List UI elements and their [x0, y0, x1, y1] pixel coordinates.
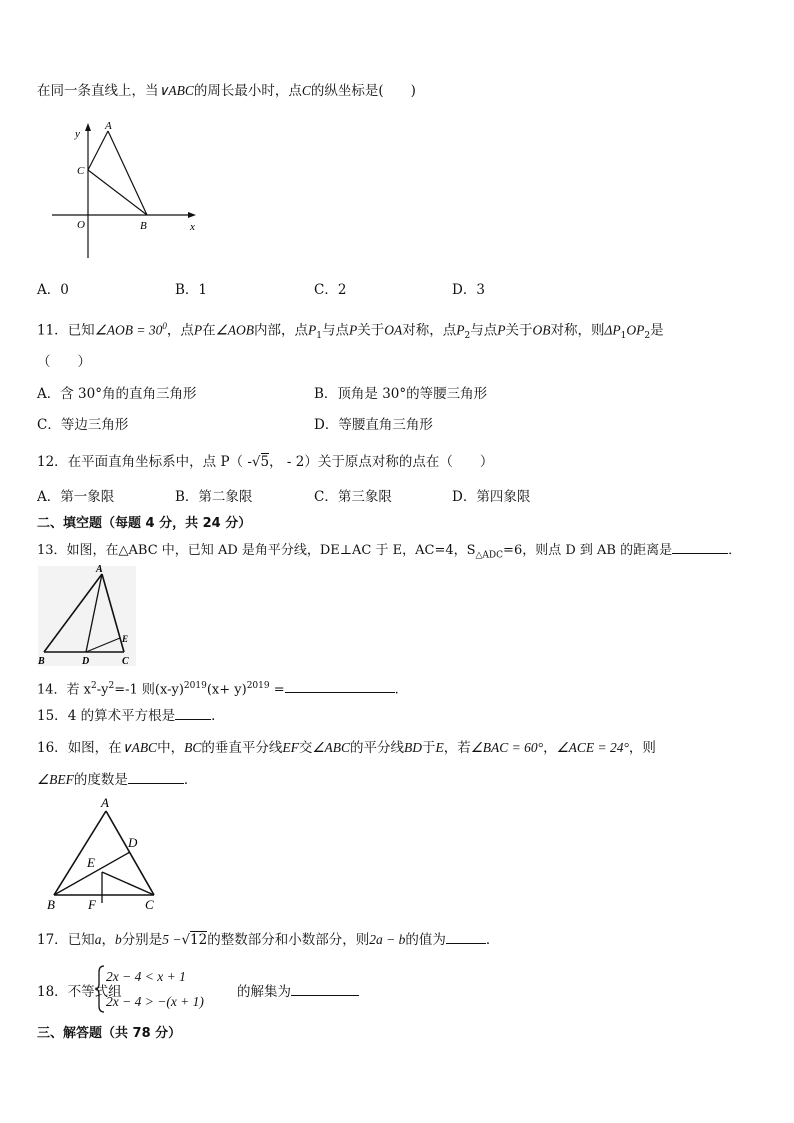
- q18-inequality-1: 2x − 4 < x + 1: [106, 969, 186, 984]
- q10-text-c: 的纵坐标是( ): [310, 83, 416, 99]
- option-letter: B．: [314, 386, 338, 402]
- section3-heading: 三、解答题（共 78 分）: [37, 1026, 182, 1041]
- q11-point-p: P: [193, 322, 203, 338]
- option-letter: D．: [452, 489, 477, 505]
- q17-text: 的整数部分和小数部分，则: [207, 932, 370, 948]
- q13-sub: △ADC: [475, 550, 504, 561]
- label-b: B: [38, 656, 45, 667]
- q17-var-a: a: [94, 932, 102, 947]
- q16-figure: [44, 795, 170, 913]
- q11-degree: 0: [162, 321, 167, 331]
- q14-sup: 2: [91, 681, 97, 691]
- q11-line-ob: OB: [532, 322, 551, 338]
- segment-cb: [88, 170, 147, 215]
- q16-text: 于: [421, 740, 436, 756]
- side-ab: [44, 574, 102, 652]
- label-d: D: [82, 656, 90, 667]
- label-c: C: [145, 897, 154, 912]
- q16-point-e: E: [435, 740, 444, 755]
- option-letter: D．: [314, 417, 339, 433]
- q10-figure: [48, 118, 208, 263]
- q15-text: 4 的算术平方根是: [67, 708, 176, 724]
- q18-tail: [237, 983, 359, 1001]
- q11-text: 是: [650, 322, 664, 339]
- q17-stem: [37, 931, 499, 949]
- q10-option-b[interactable]: [175, 281, 207, 299]
- label-o: O: [77, 219, 85, 231]
- q11-text: 对称，点: [402, 322, 457, 339]
- q16-angle-bac: ∠BAC = 60°: [470, 740, 544, 755]
- q11-paren: （ ）: [37, 354, 91, 370]
- label-a: A: [96, 564, 103, 575]
- q12-radicand: 5: [260, 454, 270, 470]
- q10-option-c[interactable]: [314, 281, 346, 299]
- q18-text: 不等式组: [67, 984, 122, 1000]
- q16-text: ，若: [443, 740, 471, 756]
- q11-option-a[interactable]: [37, 385, 196, 403]
- label-e: E: [87, 855, 95, 870]
- q16-text: 的平分线: [349, 740, 404, 756]
- segment-de: [86, 638, 120, 652]
- q17-var-b: b: [114, 932, 122, 947]
- q13-text: =6，则点 D 到 AB 的距离是: [503, 543, 673, 558]
- brace-icon: [94, 964, 106, 1014]
- option-text: 含 30°角的直角三角形: [60, 386, 197, 402]
- q16-text: 如图，在: [67, 740, 122, 756]
- option-text: 第四象限: [476, 489, 531, 505]
- option-text: 顶角是 30°的等腰三角形: [337, 386, 488, 402]
- q11-triangle: OP: [626, 322, 645, 338]
- q16-number: 16．: [37, 740, 68, 756]
- q11-text: 关于: [357, 322, 385, 339]
- q16-stem-line2: [37, 771, 197, 789]
- label-b: B: [140, 220, 147, 232]
- q10-point-c: C: [301, 83, 311, 98]
- q10-option-a[interactable]: [37, 281, 69, 299]
- q16-text: ，: [543, 740, 557, 756]
- option-letter: B．: [175, 282, 199, 298]
- option-letter: A．: [37, 282, 61, 298]
- q16-text: 的垂直平分线: [201, 740, 283, 756]
- q14-text: =: [269, 682, 285, 698]
- q11-angle: ∠AOB = 30: [94, 322, 163, 338]
- q14-end: .: [394, 682, 399, 698]
- label-a: A: [101, 795, 109, 810]
- q10-text-a: 在同一条直线上，当: [37, 83, 159, 99]
- label-y: y: [75, 128, 80, 140]
- option-text: 2: [337, 282, 347, 298]
- option-letter: A．: [37, 489, 61, 505]
- label-b: B: [47, 897, 55, 912]
- label-x: x: [190, 221, 195, 233]
- option-text: 等边三角形: [60, 417, 129, 433]
- q17-expr: 2a − b: [369, 932, 406, 947]
- option-text: 等腰直角三角形: [338, 417, 433, 433]
- q15-end: ．: [211, 708, 225, 724]
- q16-text: ，则: [628, 740, 656, 756]
- q16-segment-ef: EF: [282, 740, 299, 755]
- q11-number: 11．: [37, 322, 68, 339]
- q11-point-p1: P: [308, 322, 317, 338]
- q11-text: 关于: [505, 322, 533, 339]
- segment-ac: [88, 131, 108, 170]
- q15-answer-blank[interactable]: [175, 707, 211, 720]
- q16-triangle: ∨ABC: [121, 740, 158, 755]
- q12-text: ， - 2）关于原点对称的点在（ ）: [269, 454, 494, 470]
- q16-text: 中，: [157, 740, 185, 756]
- q11-point-p2: P: [456, 322, 465, 338]
- q12-number: 12．: [37, 454, 68, 470]
- q16-stem: [37, 739, 656, 757]
- q11-triangle: ΔP: [604, 322, 621, 338]
- q11-sub: 1: [620, 331, 627, 342]
- q16-answer-blank[interactable]: [128, 771, 184, 784]
- q14-stem: [37, 677, 399, 699]
- q11-text: 对称，则: [550, 322, 605, 339]
- label-c: C: [122, 656, 129, 667]
- q16-text: 交: [298, 740, 313, 756]
- q11-text: 与点: [470, 322, 498, 339]
- q18-text: 的解集为: [237, 984, 291, 1000]
- option-text: 0: [60, 282, 69, 298]
- sqrt-icon: √: [251, 454, 261, 470]
- q12-option-b[interactable]: [175, 488, 252, 506]
- x-axis-arrow-icon: [188, 212, 196, 218]
- q13-stem: [37, 541, 741, 565]
- label-c: C: [77, 165, 85, 177]
- q11-sub: 2: [464, 331, 471, 342]
- option-letter: C．: [314, 489, 338, 505]
- q10-stem: [37, 82, 416, 100]
- sqrt-icon: √: [181, 932, 191, 948]
- q11-option-c[interactable]: [37, 416, 128, 434]
- q16-segment-bc: BC: [184, 740, 202, 755]
- q18-number: 18．: [37, 984, 68, 1000]
- q15-stem: [37, 707, 225, 725]
- q16-end: ．: [183, 772, 198, 788]
- q11-text: ，点: [166, 322, 194, 339]
- q11-sub: 1: [316, 331, 322, 342]
- q11-angle2: ∠AOB: [215, 322, 255, 338]
- q17-text: 已知: [67, 932, 95, 948]
- q14-answer-blank[interactable]: [285, 680, 395, 693]
- q13-figure: [36, 562, 140, 668]
- q12-option-d[interactable]: [452, 488, 530, 506]
- q13-answer-blank[interactable]: [672, 541, 728, 554]
- q17-text: ，: [101, 932, 115, 948]
- q18-answer-blank[interactable]: [291, 983, 359, 996]
- q13-end: ．: [728, 543, 742, 558]
- q11-text: 与点: [322, 322, 349, 339]
- q16-segment-bd: BD: [403, 740, 422, 755]
- q14-text: =-1 则(x-y): [114, 682, 184, 698]
- q16-angle-ace: ∠ACE = 24°: [556, 740, 629, 755]
- q14-sup: 2019: [183, 681, 207, 691]
- option-text: 第二象限: [198, 489, 253, 505]
- q11-stem: [37, 317, 664, 345]
- q17-radicand: 12: [190, 932, 208, 948]
- q11-point-p: P: [349, 322, 358, 338]
- q17-text: 分别是: [121, 932, 163, 948]
- q16-angle-bef: ∠BEF: [37, 772, 74, 787]
- q11-text: 在: [202, 322, 216, 339]
- q13-number: 13．: [37, 543, 67, 558]
- q14-sup: 2: [108, 681, 115, 691]
- q14-sup: 2019: [246, 681, 270, 691]
- q14-text: -y: [96, 682, 109, 698]
- q16-text: 的度数是: [73, 772, 128, 788]
- q10-triangle: ∨ABC: [158, 83, 194, 98]
- q12-text: 在平面直角坐标系中，点 P（ -: [67, 454, 252, 470]
- q18-inequality-2: 2x − 4 > −(x + 1): [106, 994, 204, 1009]
- option-letter: C．: [314, 282, 338, 298]
- side-ab: [54, 811, 106, 895]
- q17-text: 的值为: [405, 932, 446, 948]
- option-text: 3: [476, 282, 485, 298]
- option-letter: B．: [175, 489, 199, 505]
- q14-text: 若 x: [66, 682, 92, 698]
- option-text: 第三象限: [337, 489, 392, 505]
- side-ac: [106, 811, 154, 895]
- q14-text: (x+ y): [206, 682, 247, 698]
- q13-text: 如图，在△ABC 中，已知 AD 是角平分线，DE⊥AC 于 E，AC=4，S: [66, 543, 476, 558]
- q10-option-d[interactable]: [452, 281, 485, 299]
- q11-text: 内部，点: [254, 322, 309, 339]
- segment-ce: [102, 872, 154, 895]
- q11-text: 已知: [67, 322, 95, 339]
- q12-option-a[interactable]: [37, 488, 114, 506]
- label-e: E: [122, 634, 129, 644]
- q16-angle-abc: ∠ABC: [312, 740, 350, 755]
- q14-number: 14．: [37, 682, 67, 698]
- q12-stem: [37, 453, 493, 471]
- y-axis-arrow-icon: [85, 123, 91, 131]
- q11-sub: 2: [644, 331, 651, 342]
- q17-expr-five: 5 −: [162, 932, 182, 947]
- q11-option-b[interactable]: [314, 385, 487, 403]
- option-text: 第一象限: [60, 489, 115, 505]
- option-letter: D．: [452, 282, 477, 298]
- option-text: 1: [198, 282, 208, 298]
- option-letter: A．: [37, 386, 61, 402]
- q11-option-d[interactable]: [314, 416, 433, 434]
- q12-option-c[interactable]: [314, 488, 392, 506]
- q17-answer-blank[interactable]: [446, 931, 486, 944]
- option-letter: C．: [37, 417, 61, 433]
- label-f: F: [88, 897, 96, 912]
- segment-ab: [108, 131, 147, 215]
- q15-number: 15．: [37, 708, 68, 724]
- q10-text-b: 的周长最小时，点: [193, 83, 302, 99]
- q11-point-p: P: [497, 322, 506, 338]
- q17-end: ．: [485, 932, 500, 948]
- label-a: A: [105, 120, 112, 132]
- q17-number: 17．: [37, 932, 68, 948]
- q11-line-oa: OA: [384, 322, 403, 338]
- label-d: D: [128, 835, 138, 850]
- section2-heading: 二、填空题（每题 4 分，共 24 分）: [37, 516, 252, 531]
